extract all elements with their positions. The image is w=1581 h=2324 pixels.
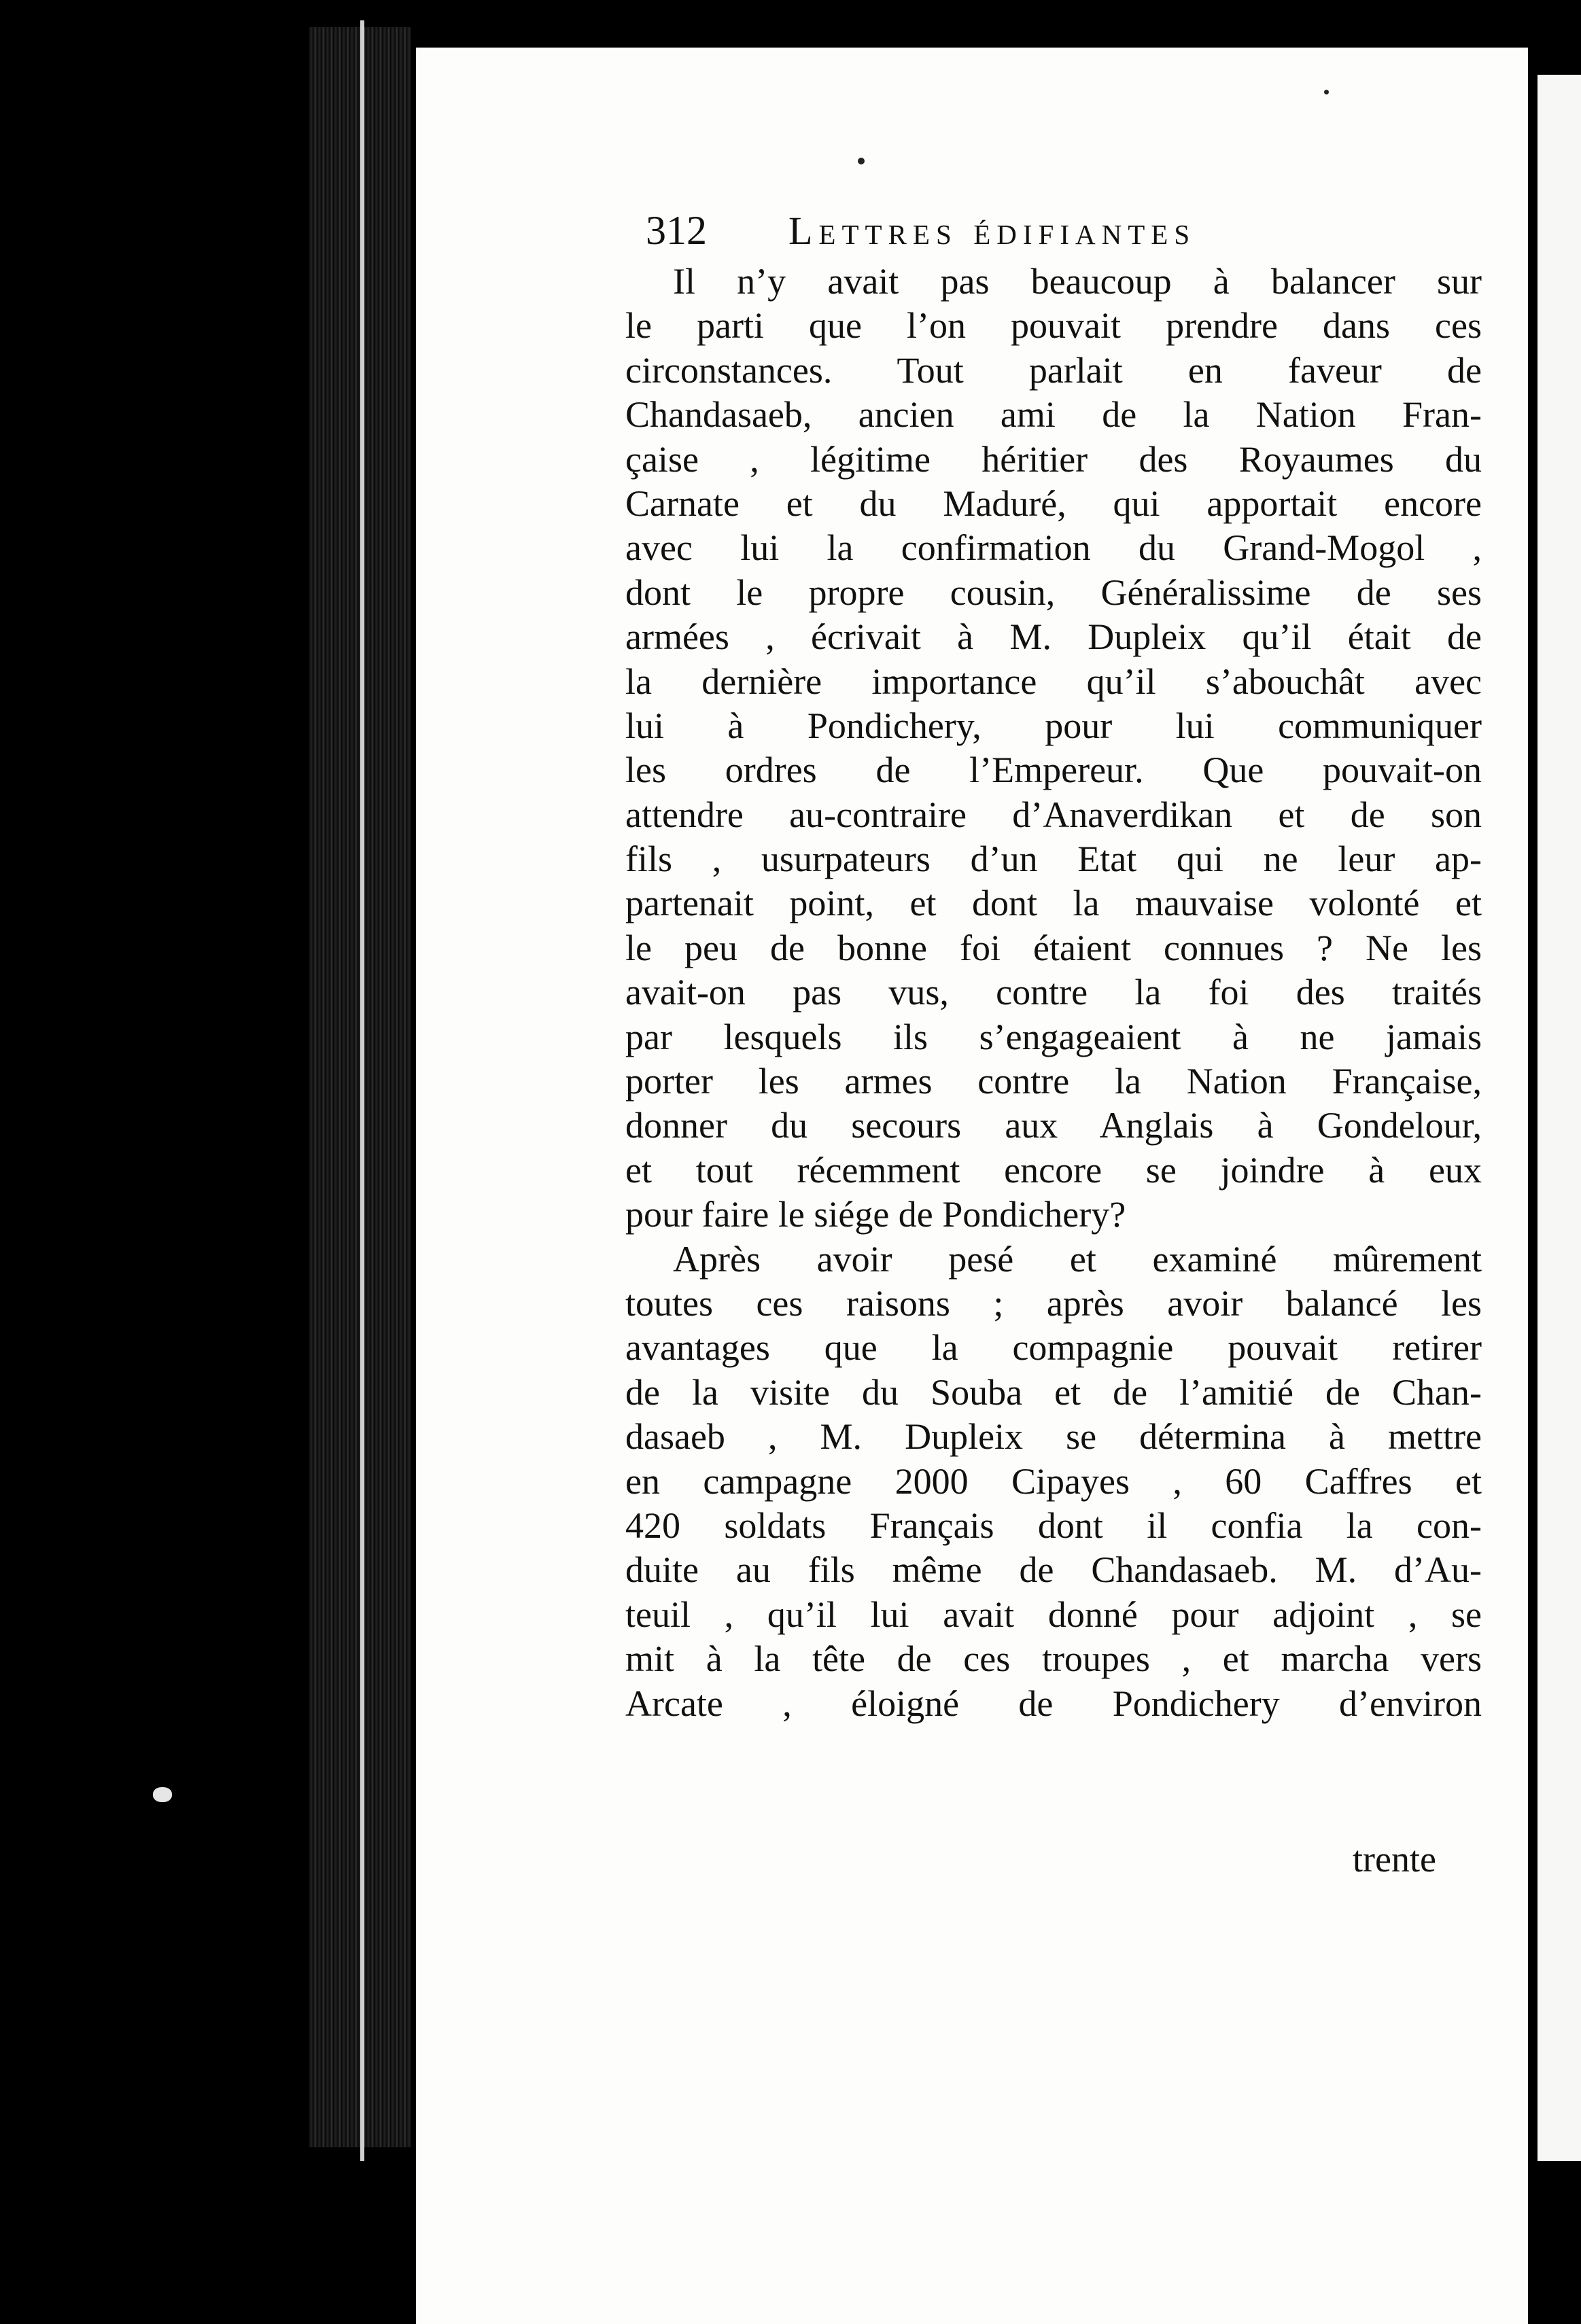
text-line: lui à Pondichery, pour lui communiquer bbox=[625, 705, 1482, 746]
text-line: toutes ces raisons ; après avoir balancé les bbox=[625, 1282, 1482, 1324]
text-line: Après avoir pesé et examiné mûrement bbox=[673, 1238, 1482, 1280]
text-line: teuil , qu’il lui avait donné pour adjoint , se bbox=[625, 1594, 1482, 1635]
text-line: Arcate , éloigné de Pondichery d’environ bbox=[625, 1683, 1482, 1724]
text-line: armées , écrivait à M. Dupleix qu’il était de bbox=[625, 616, 1482, 658]
ink-dot bbox=[1324, 90, 1329, 94]
scan-speck bbox=[153, 1787, 172, 1802]
text-line: duite au fils même de Chandasaeb. M. d’Au- bbox=[625, 1549, 1482, 1591]
text-line: Chandasaeb, ancien ami de la Nation Fran- bbox=[625, 394, 1482, 436]
page-edge-highlight bbox=[360, 20, 364, 2161]
text-line: de la visite du Souba et de l’amitié de Chan- bbox=[625, 1371, 1482, 1413]
text-line: pour faire le siége de Pondichery? bbox=[625, 1194, 1126, 1235]
text-line: le peu de bonne foi étaient connues ? Ne les bbox=[625, 927, 1482, 968]
text-line: la dernière importance qu’il s’abouchât avec bbox=[625, 661, 1482, 702]
text-line: donner du secours aux Anglais à Gondelour, bbox=[625, 1105, 1482, 1146]
text-line: le parti que l’on pouvait prendre dans ces bbox=[625, 305, 1482, 347]
text-line: fils , usurpateurs d’un Etat qui ne leur ap- bbox=[625, 839, 1482, 880]
page-gutter bbox=[1528, 48, 1537, 2324]
text-line: circonstances. Tout parlait en faveur de bbox=[625, 349, 1482, 391]
text-line: dont le propre cousin, Généralissime de ses bbox=[625, 571, 1482, 613]
text-line: Carnate et du Maduré, qui apportait encore bbox=[625, 482, 1482, 524]
text-line: et tout récemment encore se joindre à eux bbox=[625, 1149, 1482, 1191]
text-line: les ordres de l’Empereur. Que pouvait-on bbox=[625, 750, 1482, 791]
text-line: avait-on pas vus, contre la foi des traités bbox=[625, 972, 1482, 1013]
body-text bbox=[625, 260, 1482, 1726]
text-line: mit à la tête de ces troupes , et marcha vers bbox=[625, 1638, 1482, 1680]
ink-dot bbox=[858, 158, 865, 164]
page-number: 312 bbox=[646, 208, 707, 253]
text-line: partenait point, et dont la mauvaise volonté et bbox=[625, 883, 1482, 924]
facing-page-edge bbox=[1537, 75, 1581, 2161]
text-line: par lesquels ils s’engageaient à ne jamais bbox=[625, 1016, 1482, 1057]
text-line: Il n’y avait pas beaucoup à balancer sur bbox=[673, 261, 1482, 302]
text-line: dasaeb , M. Dupleix se détermina à mettre bbox=[625, 1416, 1482, 1458]
catchword: trente bbox=[1353, 1839, 1436, 1880]
text-line: çaise , légitime héritier des Royaumes du bbox=[625, 438, 1482, 480]
running-title: Lettres édifiantes bbox=[788, 209, 1196, 253]
text-line: 420 soldats Français dont il confia la con- bbox=[625, 1504, 1482, 1546]
text-line: avec lui la confirmation du Grand-Mogol , bbox=[625, 527, 1482, 569]
text-line: attendre au-contraire d’Anaverdikan et de son bbox=[625, 794, 1482, 835]
text-line: avantages que la compagnie pouvait retirer bbox=[625, 1327, 1482, 1369]
text-line: en campagne 2000 Cipayes , 60 Caffres et bbox=[625, 1460, 1482, 1502]
text-line: porter les armes contre la Nation Française, bbox=[625, 1061, 1482, 1102]
